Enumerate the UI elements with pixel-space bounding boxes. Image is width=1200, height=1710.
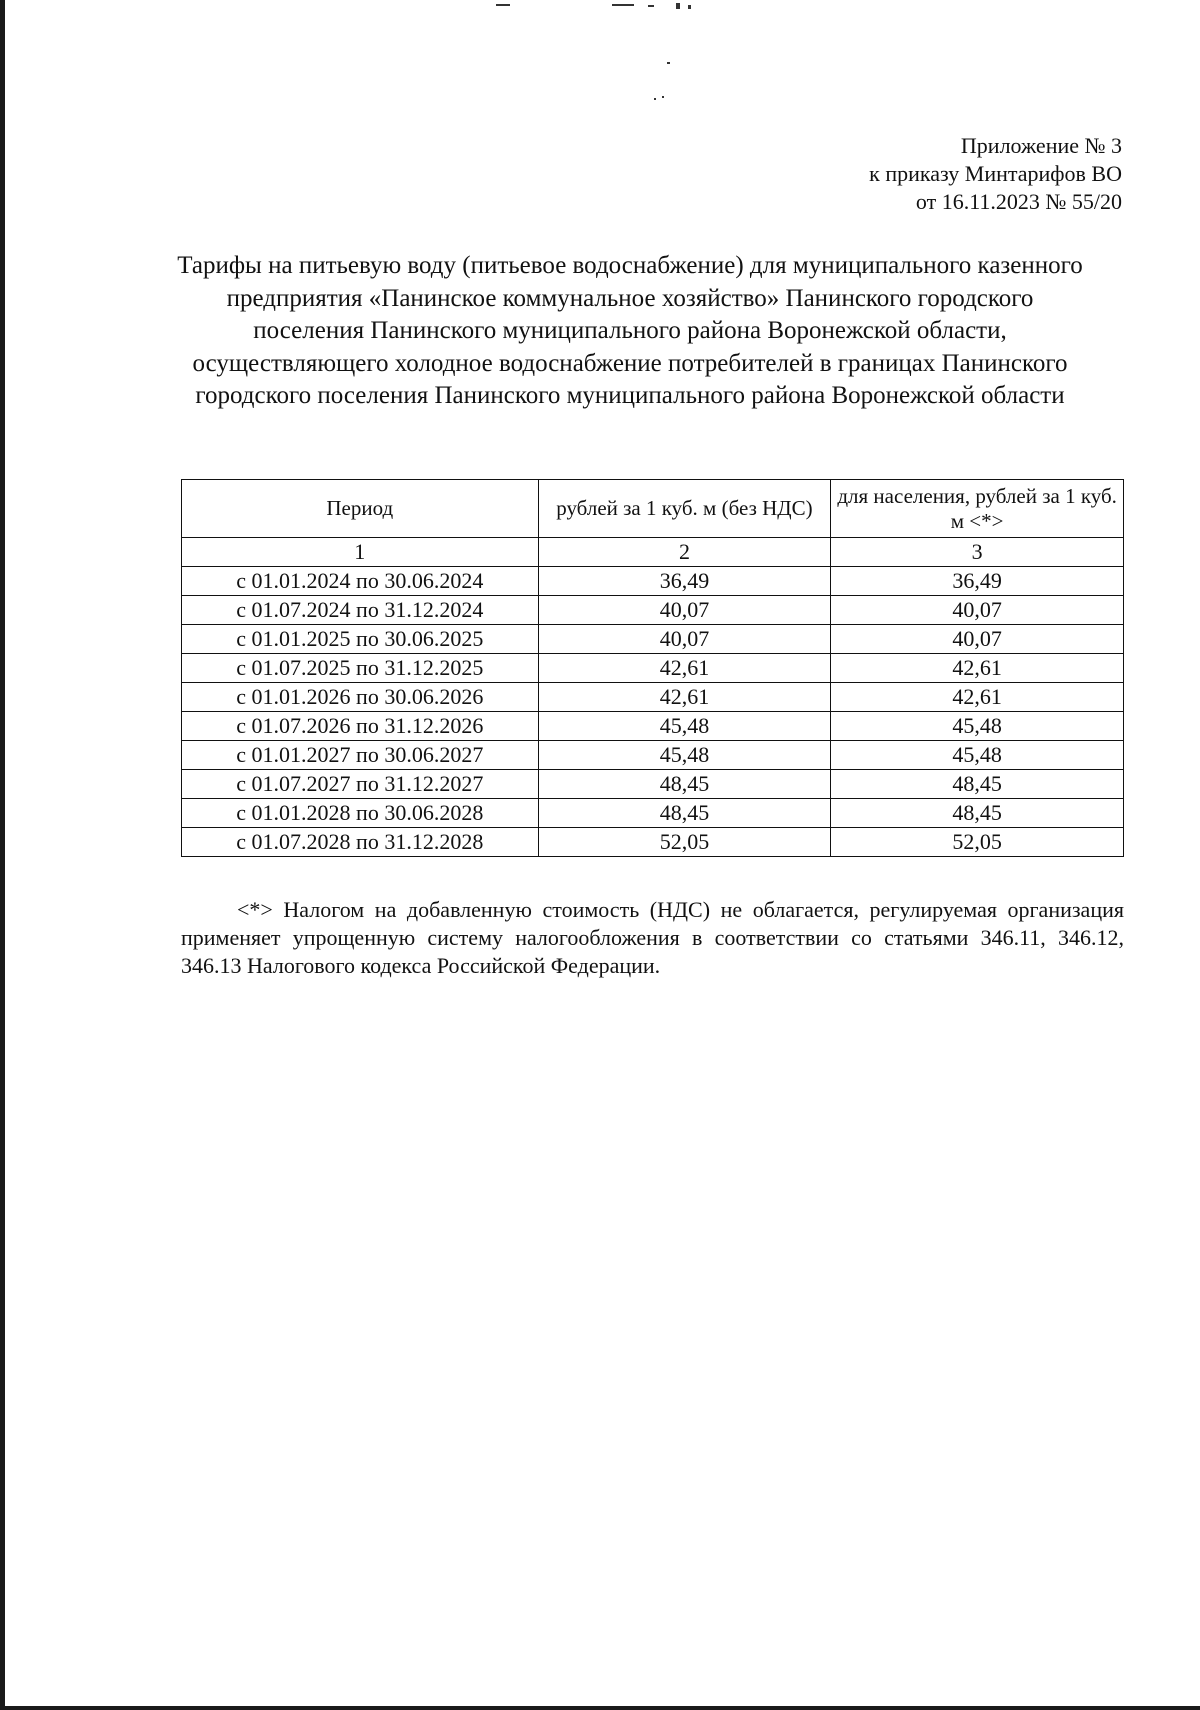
table-row (182, 567, 1124, 596)
period-cell: с 01.01.2025 по 30.06.2025 (182, 625, 539, 654)
column-number: 2 (538, 538, 831, 567)
population-price-cell: 45,48 (831, 741, 1124, 770)
population-price-cell: 45,48 (831, 712, 1124, 741)
scan-left-border (0, 0, 5, 1710)
population-price-cell: 48,45 (831, 770, 1124, 799)
period-cell: с 01.01.2026 по 30.06.2026 (182, 683, 539, 712)
period-cell: с 01.07.2024 по 31.12.2024 (182, 596, 539, 625)
table-row (182, 625, 1124, 654)
price-cell: 48,45 (538, 799, 831, 828)
population-price-cell: 40,07 (831, 596, 1124, 625)
population-price-cell: 52,05 (831, 828, 1124, 857)
header-price-population: для населения, рублей за 1 куб. м <*> (831, 480, 1124, 538)
price-cell: 42,61 (538, 683, 831, 712)
price-cell: 42,61 (538, 654, 831, 683)
appendix-date: от 16.11.2023 № 55/20 (915, 189, 1122, 214)
table-row (182, 799, 1124, 828)
price-cell: 40,07 (538, 596, 831, 625)
document-title: Тарифы на питьевую воду (питьевое водоснабжение) для муниципального казенного предприятия «Панинское коммунальное хозяйство» Панинского городского поселения Панинского муниципального района Воронежской области, осуществляющего холодное водоснабжение потребителей в границах Панинского городского поселения Панинского муниципального района Воронежской области (177, 252, 1083, 409)
table-row (182, 683, 1124, 712)
tariff-table (181, 479, 1124, 857)
table-header-row (182, 480, 1124, 538)
price-cell: 48,45 (538, 770, 831, 799)
table-row (182, 770, 1124, 799)
period-cell: с 01.01.2028 по 30.06.2028 (182, 799, 539, 828)
price-cell: 45,48 (538, 741, 831, 770)
period-cell: с 01.07.2027 по 31.12.2027 (182, 770, 539, 799)
table-row (182, 828, 1124, 857)
table-row (182, 654, 1124, 683)
period-cell: с 01.07.2026 по 31.12.2026 (182, 712, 539, 741)
scan-noise (0, 0, 1200, 120)
population-price-cell: 40,07 (831, 625, 1124, 654)
header-price-no-vat: рублей за 1 куб. м (без НДС) (538, 480, 831, 538)
price-cell: 40,07 (538, 625, 831, 654)
period-cell: с 01.07.2028 по 31.12.2028 (182, 828, 539, 857)
population-price-cell: 48,45 (831, 799, 1124, 828)
column-number: 3 (831, 538, 1124, 567)
population-price-cell: 42,61 (831, 654, 1124, 683)
period-cell: с 01.01.2024 по 30.06.2024 (182, 567, 539, 596)
period-cell: с 01.01.2027 по 30.06.2027 (182, 741, 539, 770)
appendix-reference (869, 132, 1122, 216)
scan-bottom-border (0, 1706, 1200, 1710)
period-cell: с 01.07.2025 по 31.12.2025 (182, 654, 539, 683)
column-number: 1 (182, 538, 539, 567)
header-period: Период (182, 480, 539, 538)
table-row (182, 741, 1124, 770)
price-cell: 45,48 (538, 712, 831, 741)
column-number-row (182, 538, 1124, 567)
population-price-cell: 36,49 (831, 567, 1124, 596)
vat-footnote (181, 896, 1124, 980)
appendix-order: к приказу Минтарифов ВО (869, 161, 1122, 186)
population-price-cell: 42,61 (831, 683, 1124, 712)
table-row (182, 712, 1124, 741)
table-row (182, 596, 1124, 625)
price-cell: 36,49 (538, 567, 831, 596)
footnote-text: <*> Налогом на добавленную стоимость (НДС) не облагается, регулируемая организация применяет упрощенную систему налогообложения в соответствии со статьями 346.11, 346.12, 346.13 Налогового кодекса Российской Федерации. (181, 897, 1124, 978)
appendix-number: Приложение № 3 (960, 133, 1122, 158)
price-cell: 52,05 (538, 828, 831, 857)
